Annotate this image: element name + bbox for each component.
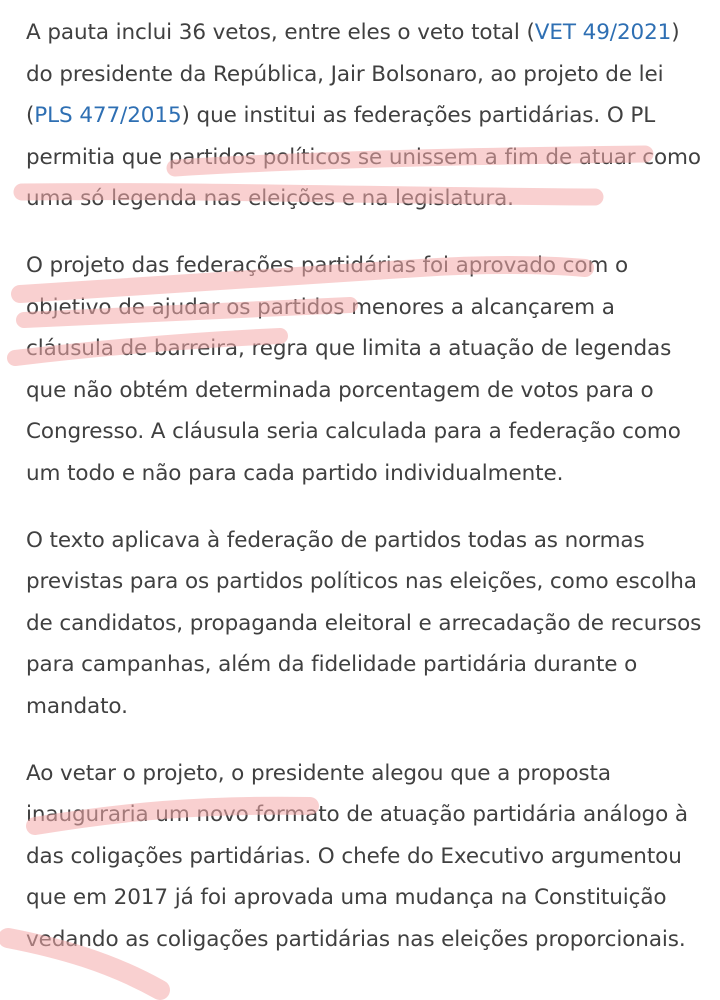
paragraph-3: O texto aplicava à federação de partidos todas as normas previstas para os partidos políticos nas eleições, como escolha de candidatos, propaganda eleitoral e arrecadação de recursos para campanhas, além da fidelidade partidária durante o mandato. [26, 527, 702, 719]
paragraph-4: Ao vetar o projeto, o presidente alegou que a proposta inauguraria um novo formato de atuação partidária análogo à das coligações partidárias. O chefe do Executivo argumentou que em 2017 já foi aprovada uma mudança na Constituição vedando as coligações partidárias nas eleições proporcionais. [26, 760, 688, 952]
p1-text-middle: ) do presidente da República, Jair Bolsonaro, ao projeto de lei ( [26, 20, 680, 129]
vet-49-2021-link[interactable]: VET 49/2021 [534, 20, 672, 45]
paragraph-2: O projeto das federações partidárias foi aprovado com o objetivo de ajudar os partidos menores a alcançarem a cláusula de barreira, regra que limita a atuação de legendas que não obtém determinada porcentagem de votos para o Congresso. A cláusula seria calculada para a federação como um todo e não para cada partido individualmente. [26, 252, 681, 486]
p1-text-start: A pauta inclui 36 vetos, entre eles o veto total ( [26, 20, 535, 45]
p1-text-end: ) que institui as federações partidárias. O PL permitia que partidos políticos se unissem a fim de atuar como uma só legenda nas eleições e na legislatura. [26, 103, 701, 212]
article-body [26, 12, 706, 985]
paragraph-1 [26, 12, 706, 220]
pls-477-2015-link[interactable]: PLS 477/2015 [34, 103, 182, 129]
